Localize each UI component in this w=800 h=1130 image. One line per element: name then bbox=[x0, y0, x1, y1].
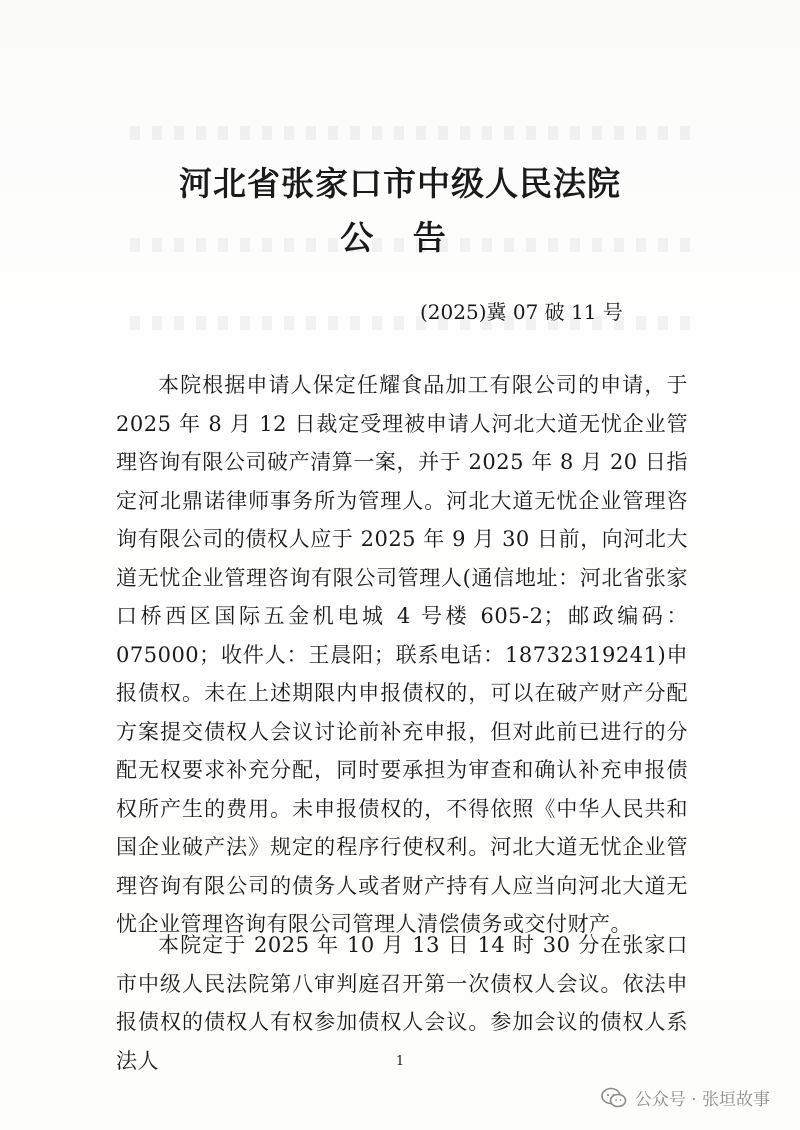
body-paragraph-2: 本院定于 2025 年 10 月 13 日 14 时 30 分在张家口市中级人民法院第八审判庭召开第一次债权人会议。依法申报债权的债权人有权参加债权人会议。参加会议的债权人系法人 bbox=[116, 933, 688, 1073]
announcement-heading: 公 告 bbox=[340, 218, 460, 257]
court-name-heading: 河北省张家口市中级人民法院 bbox=[179, 164, 621, 203]
scan-bleed-through bbox=[130, 126, 690, 140]
watermark bbox=[601, 1085, 770, 1110]
case-number: (2025)冀 07 破 11 号 bbox=[420, 300, 623, 324]
page-number: 1 bbox=[395, 1054, 405, 1069]
wechat-icon bbox=[601, 1087, 627, 1109]
watermark-text: 公众号 · 张垣故事 bbox=[634, 1090, 770, 1110]
body-paragraph-1: 本院根据申请人保定任耀食品加工有限公司的申请，于2025 年 8 月 12 日裁定受理被申请人河北大道无忧企业管理咨询有限公司破产清算一案，并于 2025 年 8 月 20 日指定河北鼎诺律师事务所为管理人。河北大道无忧企业管理咨询有限公司的债权人应于 2025 年 9 月 30 日前，向河北大道无忧企业管理咨询有限公司管理人(通信地址：河北省张家口桥西区国际五金机电城 4 号楼 605-2；邮政编码：075000；收件人：王晨阳；联系电话：18732319241)申报债权。未在上述期限内申报债权的，可以在破产财产分配方案提交债权人会议讨论前补充申报，但对此前已进行的分配无权要求补充分配，同时要承担为审查和确认补充申报债权所产生的费用。未申报债权的，不得依照《中华人民共和国企业破产法》规定的程序行使权利。河北大道无忧企业管理咨询有限公司的债务人或者财产持有人应当向河北大道无忧企业管理咨询有限公司管理人清偿债务或交付财产。 bbox=[116, 373, 688, 936]
